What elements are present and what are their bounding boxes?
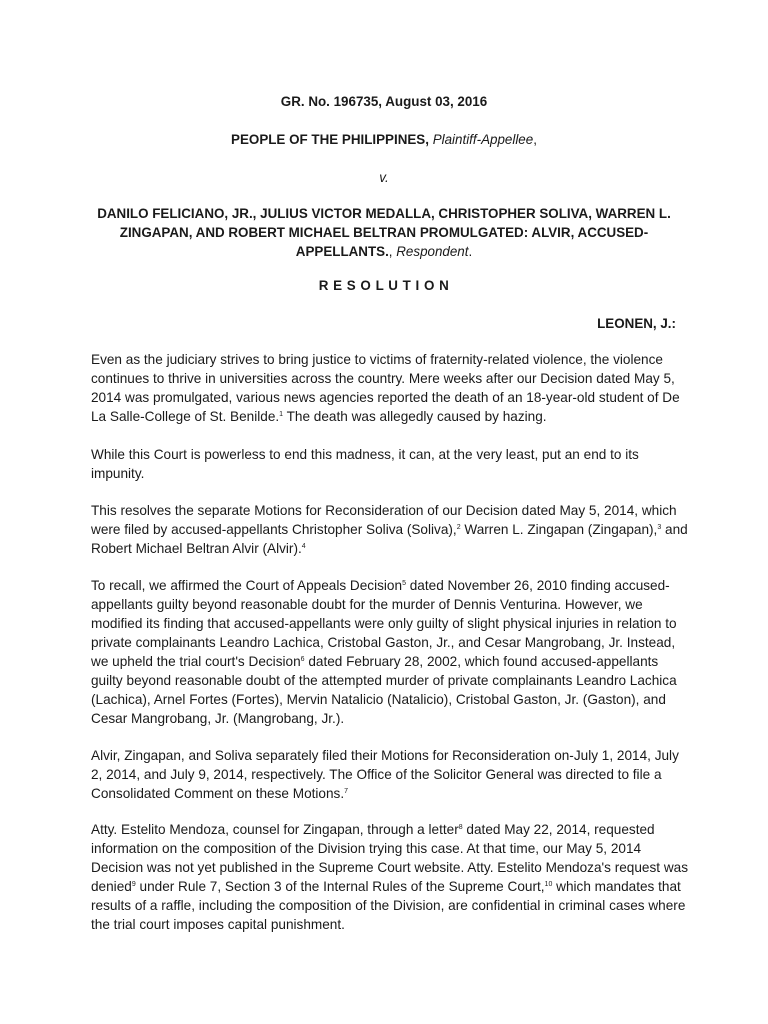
footnote-ref-5: 5	[402, 580, 406, 587]
footnote-ref-2: 2	[456, 524, 461, 531]
footnote-ref-8: 8	[458, 824, 463, 831]
footnote-ref-4: 4	[301, 543, 306, 550]
p2-text-a: While this Court is powerless to end this madness, it can, at the very least, put an end to its impunity.	[91, 447, 639, 481]
defendants-sep: ,	[388, 244, 397, 259]
p1-text-b: The death was allegedly caused by hazing.	[283, 409, 547, 424]
plaintiff-suffix: ,	[533, 132, 537, 147]
p1-text-a: Even as the judiciary strives to bring justice to victims of fraternity-related violence, the violence continues to thrive in universities across the country. Mere weeks after our Decision dated May 5, 2014 was promulgated, various news agencies reported the death of an 18-year-old student of De La Salle-College of St. Benilde.	[91, 352, 680, 424]
p6-text-a: Atty. Estelito Mendoza, counsel for Zingapan, through a letter	[91, 822, 459, 837]
plaintiff-role: Plaintiff-Appellee	[432, 132, 534, 147]
versus: v.	[379, 170, 389, 185]
paragraph-5	[91, 746, 691, 803]
p5-text-a: Alvir, Zingapan, and Soliva separately filed their Motions for Reconsideration on-July 1, 2014, July 2, 2014, and July 9, 2014, respectively. The Office of the Solicitor General was directed to file a Consolidated Comment on these Motions.	[91, 748, 679, 801]
defendant-suffix: .	[468, 244, 473, 259]
p4-text-c: dated February 28, 2002, which found accused-appellants guilty beyond reasonable doubt of the attempted murder of private complainants Leandro Lachica (Lachica), Arnel Fortes (Fortes), Mervin Natalicio (Natalicio), Cristobal Gaston, Jr. (Gaston), and Cesar Mangrobang, Jr. (Mangrobang, Jr.).	[91, 654, 677, 726]
footnote-ref-6: 6	[300, 656, 305, 663]
p3-text-a: This resolves the separate Motions for Reconsideration of our Decision dated May 5, 2014, which were filed by accused-appellants Christopher Soliva (Soliva),	[91, 503, 677, 537]
defendants-block	[90, 204, 678, 261]
p6-text-b: dated May 22, 2014, requested information on the composition of the Division trying this case. At that time, our May 5, 2014 Decision was not yet published in the Supreme Court website. Atty. Estelito Mendoza's request was denied	[91, 822, 688, 894]
paragraph-6	[91, 820, 691, 934]
defendant-role: Respondent	[396, 244, 469, 259]
paragraph-1	[91, 350, 691, 426]
plaintiff-line	[0, 132, 768, 147]
defendants-names: DANILO FELICIANO, JR., JULIUS VICTOR MEDALLA, CHRISTOPHER SOLIVA, WARREN L. ZINGAPAN, AND ROBERT MICHAEL BELTRAN PROMULGATED: ALVIR, ACCUSED-APPELLANTS.	[97, 206, 671, 259]
p3-text-c: and Robert Michael Beltran Alvir (Alvir).	[91, 522, 688, 556]
document-type: R E S O L U T I O N	[318, 278, 450, 293]
footnote-ref-10: 10	[544, 881, 553, 888]
plaintiff-name: PEOPLE OF THE PHILIPPINES,	[231, 132, 429, 147]
footnote-ref-3: 3	[657, 524, 662, 531]
p6-text-d: which mandates that results of a raffle, including the composition of the Division, are confidential in criminal cases where the trial court imposes capital punishment.	[91, 879, 686, 932]
footnote-ref-7: 7	[344, 788, 349, 795]
footnote-ref-1: 1	[279, 411, 284, 418]
case-number: GR. No. 196735, August 03, 2016	[280, 94, 488, 109]
paragraph-2	[91, 445, 691, 483]
p4-text-a: To recall, we affirmed the Court of Appeals Decision	[91, 578, 403, 593]
p3-text-b: Warren L. Zingapan (Zingapan),	[460, 522, 658, 537]
footnote-ref-9: 9	[131, 881, 136, 888]
p4-text-b: dated November 26, 2010 finding accused-appellants guilty beyond reasonable doubt for the murder of Dennis Venturina. However, we modified its finding that accused-appellants were only guilty of slight physical injuries in relation to private complainants Leandro Lachica, Cristobal Gaston, Jr., and Cesar Mangrobang, Jr. Instead, we upheld the trial court's Decision	[91, 578, 677, 669]
paragraph-4	[91, 576, 691, 728]
p6-text-c: under Rule 7, Section 3 of the Internal Rules of the Supreme Court,	[135, 879, 545, 894]
ponente: LEONEN, J.:	[597, 316, 676, 331]
paragraph-3	[91, 501, 691, 558]
